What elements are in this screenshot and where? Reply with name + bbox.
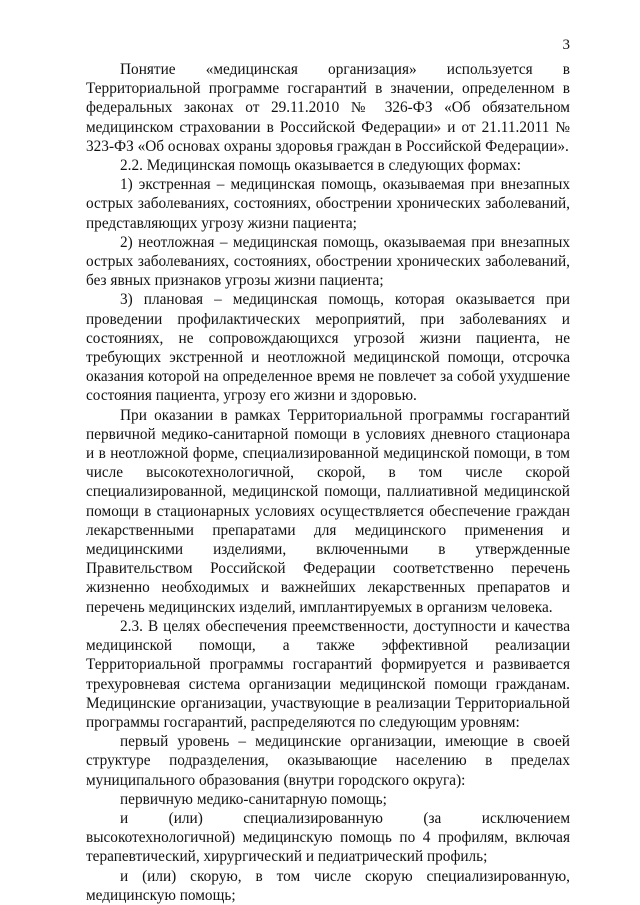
paragraph-form-planned: 3) плановая – медицинская помощь, которая оказывается при проведении профилактических мероприятий, при заболеваниях и состояниях, не сопровождающихся угрозой жизни пациента, не требующих экстренной и неотложной медицинской помощи, отсрочка оказания которой на определенное время не повлечет за собой ухудшение состояния пациента, угрозу его жизни и здоровью. xyxy=(86,291,570,405)
paragraph-forms-heading: 2.2. Медицинская помощь оказывается в следующих формах: xyxy=(120,157,522,175)
paragraph-form-emergency: 1) экстренная – медицинская помощь, оказываемая при внезапных острых заболеваниях, состояниях, обострении хронических заболеваний, представляющих угрозу жизни пациента; xyxy=(86,176,570,232)
paragraph-medicines-provision: При оказании в рамках Территориальной программы госгарантий первичной медико-санитарной помощи в условиях дневного стационара и в неотложной форме, специализированной медицинской помощи, в том числе высокотехнологичной, скорой, в том числе скорой специализированной, медицинской помощи, паллиативной медицинской помощи в стационарных условиях осуществляется обеспечение граждан лекарственными препаратами для медицинского применения и медицинскими изделиями, включенными в утвержденные Правительством Российской Федерации соответственно перечень жизненно необходимых и важнейших лекарственных препаратов и перечень медицинских изделий, имплантируемых в организм человека. xyxy=(86,406,570,616)
paragraph-three-level-system: 2.3. В целях обеспечения преемственности, доступности и качества медицинской помощи, а также эффективной реализации Территориальной программы госгарантий формируется и развивается трехуровневая система организации медицинской помощи гражданам. Медицинские организации, участвующие в реализации Территориальной программы госгарантий, распределяются по следующим уровням: xyxy=(86,617,570,731)
document-body xyxy=(86,60,570,905)
paragraph-first-level: первый уровень – медицинские организации, имеющие в своей структуре подразделения, оказывающие населению в пределах муниципального образования (внутри городского округа): xyxy=(86,733,570,789)
paragraph-specialized-care: и (или) специализированную (за исключением высокотехнологичной) медицинскую помощь по 4 профилям, включая терапевтический, хирургический и педиатрический профиль; xyxy=(86,809,570,866)
paragraph-primary-care: первичную медико-санитарную помощь; xyxy=(120,790,387,808)
paragraph-form-urgent: 2) неотложная – медицинская помощь, оказываемая при внезапных острых заболеваниях, состояниях, обострении хронических заболеваний, без явных признаков угрозы жизни пациента; xyxy=(86,233,570,290)
paragraph-ambulance-care: и (или) скорую, в том числе скорую специализированную, медицинскую помощь; xyxy=(86,867,570,904)
page-number: 3 xyxy=(562,37,570,53)
paragraph-medical-organization-definition: Понятие «медицинская организация» используется в Территориальной программе госгарантий в значении, определенном в федеральных законах от 29.11.2010 № 326-ФЗ «Об обязательном медицинском страховании в Российской Федерации» и от 21.11.2011 № 323-ФЗ «Об основах охраны здоровья граждан в Российской Федерации». xyxy=(86,61,570,155)
